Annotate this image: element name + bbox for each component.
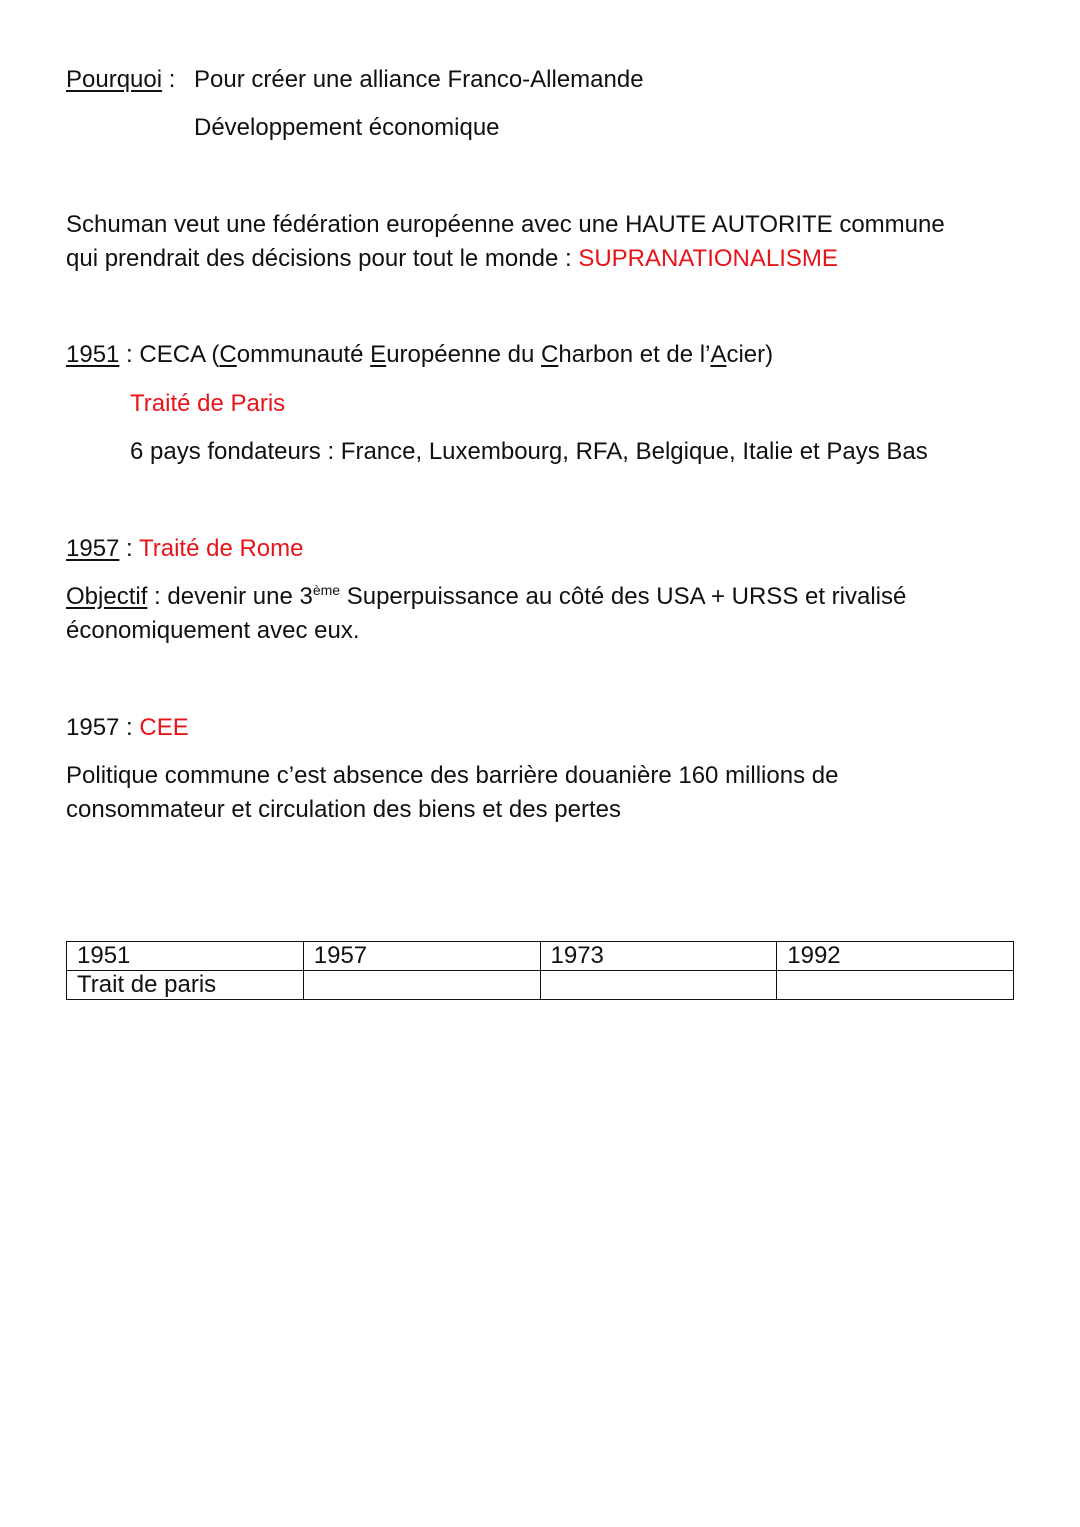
- table-cell: [777, 971, 1014, 1000]
- cee-line-2: consommateur et circulation des biens et des pertes: [66, 796, 621, 823]
- table-cell: 1957: [303, 942, 540, 971]
- founders-line: 6 pays fondateurs : France, Luxembourg, RFA, Belgique, Italie et Pays Bas: [130, 438, 928, 465]
- pourquoi-label: Pourquoi: [66, 66, 163, 93]
- cee-line-1: Politique commune c’est absence des barrière douanière 160 millions de: [66, 762, 839, 789]
- superscript: ème: [312, 582, 341, 598]
- schuman-text: qui prendrait des décisions pour tout le monde :: [66, 245, 579, 272]
- pourquoi-reason-2: Développement économique: [194, 114, 500, 141]
- objective-text: Superpuissance au côté des USA + URSS et rivalisé: [340, 583, 907, 610]
- ceca-letter: A: [710, 341, 727, 368]
- ceca-text: harbon et de l’: [558, 341, 711, 368]
- ceca-letter: C: [219, 341, 237, 368]
- rome-heading: [66, 532, 303, 566]
- separator: :: [119, 535, 139, 562]
- schuman-line-2: [66, 242, 838, 276]
- table-header-row: [67, 942, 1014, 971]
- ceca-text: uropéenne du: [386, 341, 541, 368]
- supranationalisme-term: SUPRANATIONALISME: [578, 245, 838, 272]
- ceca-text: ommunauté: [236, 341, 371, 368]
- objective-label: Objectif: [66, 583, 148, 610]
- table-cell: 1951: [67, 942, 304, 971]
- objective-line-1: [66, 580, 906, 614]
- table-cell: Trait de paris: [67, 971, 304, 1000]
- ceca-text: : CECA (: [119, 341, 220, 368]
- cee-year: 1957: [66, 714, 120, 741]
- rome-year: 1957: [66, 535, 120, 562]
- ceca-text: cier): [726, 341, 774, 368]
- table-cell: 1973: [540, 942, 777, 971]
- objective-text: : devenir une 3: [147, 583, 313, 610]
- traite-de-paris: Traité de Paris: [130, 390, 286, 417]
- ceca-letter: C: [541, 341, 559, 368]
- timeline-table: [66, 941, 1014, 1000]
- cee-heading: [66, 711, 189, 745]
- traite-de-rome: Traité de Rome: [138, 535, 304, 562]
- cee-name: CEE: [139, 714, 189, 741]
- ceca-letter: E: [370, 341, 387, 368]
- ceca-year: 1951: [66, 341, 120, 368]
- table-cell: [540, 971, 777, 1000]
- pourquoi-line: [66, 63, 189, 97]
- pourquoi-reason-1: Pour créer une alliance Franco-Allemande: [194, 66, 644, 93]
- table-cell: 1992: [777, 942, 1014, 971]
- ceca-heading: [66, 338, 773, 372]
- table-row: [67, 971, 1014, 1000]
- objective-line-2: économiquement avec eux.: [66, 617, 360, 644]
- schuman-line-1: Schuman veut une fédération européenne avec une HAUTE AUTORITE commune: [66, 211, 945, 238]
- separator: :: [162, 66, 189, 93]
- table-cell: [303, 971, 540, 1000]
- separator: :: [119, 714, 140, 741]
